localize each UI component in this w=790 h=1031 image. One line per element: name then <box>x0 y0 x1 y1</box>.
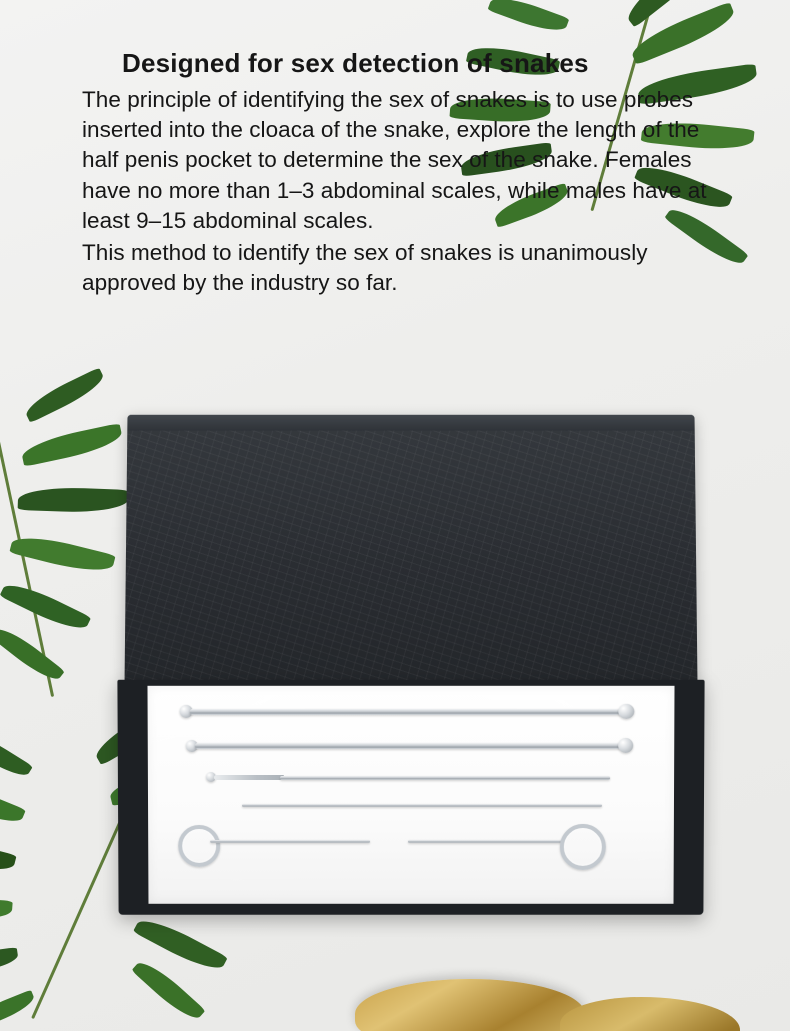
probe-shaft <box>408 840 563 843</box>
probe-tip-ball <box>618 738 633 753</box>
leaf <box>0 725 33 782</box>
headline: Designed for sex detection of snakes <box>122 48 589 78</box>
description-text-block <box>82 48 712 298</box>
probe-shaft <box>195 743 630 749</box>
leaf <box>0 833 17 877</box>
probe-tip-ball <box>618 704 634 719</box>
product-photo <box>118 404 693 924</box>
leaf <box>0 947 19 976</box>
probe-shaft <box>242 804 602 807</box>
leaf <box>0 577 91 636</box>
box-lid-rim <box>127 415 694 431</box>
leaf <box>22 367 108 423</box>
leaf <box>0 622 65 686</box>
leaf <box>131 956 205 1026</box>
probe-shaft <box>280 776 610 780</box>
ring-handle <box>178 825 220 867</box>
paragraph-approval: This method to identify the sex of snakes is unanimously approved by the industry so far. <box>82 239 648 296</box>
gold-ornament-secondary <box>560 997 740 1031</box>
probe-shaft <box>210 840 370 843</box>
ring-handle <box>560 824 606 870</box>
box-base <box>117 680 704 915</box>
leaf <box>0 895 13 922</box>
leaf <box>0 777 26 829</box>
leaf <box>0 990 37 1030</box>
leaf <box>20 423 125 467</box>
paragraph-principle: The principle of identifying the sex of snakes is to use probes inserted into the cloaca of the snake, explore the length of the half penis pocket to determine the sex of the snake. Females have no more than 1–3 abdominal scales, while males have at least 9–15 abdominal scales. <box>82 87 707 233</box>
foam-tray <box>147 686 674 904</box>
gold-ornament <box>355 979 585 1031</box>
box-lid <box>125 415 698 685</box>
leaf <box>487 0 569 37</box>
probe-taper <box>214 775 284 780</box>
leaf <box>18 486 129 514</box>
probe-shaft <box>190 709 631 715</box>
